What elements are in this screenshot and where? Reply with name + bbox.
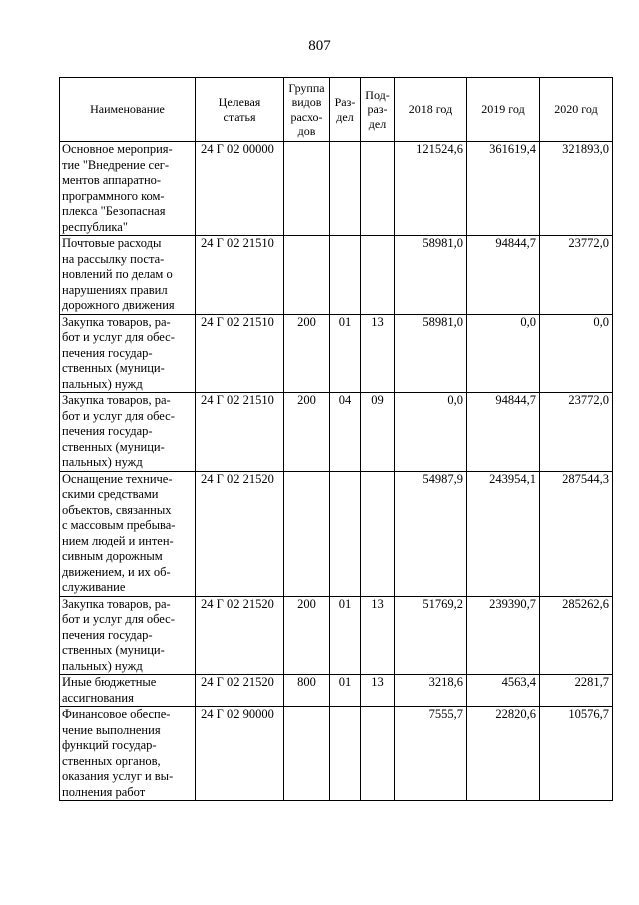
row-section: 04 (330, 393, 361, 472)
row-subsection: 09 (361, 393, 395, 472)
table-row (60, 707, 613, 801)
row-value-2018: 51769,2 (395, 596, 467, 675)
row-value-2020: 287544,3 (540, 471, 613, 596)
row-value-2019: 243954,1 (467, 471, 540, 596)
row-value-2018: 58981,0 (395, 236, 467, 315)
row-name: Финансовое обеспе- чение выполнения функций государ- ственных органов, оказания услуг и вы- полнения работ (60, 707, 196, 801)
header-name: Наименование (60, 78, 196, 142)
row-group: 200 (284, 393, 330, 472)
row-target-code: 24 Г 02 90000 (196, 707, 284, 801)
row-value-2020: 0,0 (540, 314, 613, 393)
table-row (60, 142, 613, 236)
row-group (284, 142, 330, 236)
row-section: 01 (330, 675, 361, 707)
row-name: Почтовые расходы на рассылку поста- новлений по делам о нарушениях правил дорожного движения (60, 236, 196, 315)
header-2018: 2018 год (395, 78, 467, 142)
row-value-2018: 7555,7 (395, 707, 467, 801)
row-subsection: 13 (361, 596, 395, 675)
header-target: Целевая статья (196, 78, 284, 142)
row-group (284, 236, 330, 315)
page-number: 807 (308, 38, 331, 54)
row-subsection (361, 471, 395, 596)
row-subsection (361, 707, 395, 801)
row-value-2018: 0,0 (395, 393, 467, 472)
row-name: Иные бюджетные ассигнования (60, 675, 196, 707)
header-subsection: Под- раз- дел (361, 78, 395, 142)
table-header-row (60, 78, 613, 142)
row-value-2020: 2281,7 (540, 675, 613, 707)
budget-table (59, 77, 613, 801)
row-value-2020: 23772,0 (540, 236, 613, 315)
row-target-code: 24 Г 02 00000 (196, 142, 284, 236)
header-section: Раз- дел (330, 78, 361, 142)
row-name: Закупка товаров, ра- бот и услуг для обес- печения государ- ственных (муници- пальных) нужд (60, 596, 196, 675)
table-row (60, 314, 613, 393)
row-section (330, 142, 361, 236)
header-group: Группа видов расхо- дов (284, 78, 330, 142)
row-section: 01 (330, 314, 361, 393)
row-value-2018: 58981,0 (395, 314, 467, 393)
row-subsection (361, 142, 395, 236)
table-body (60, 142, 613, 801)
row-subsection: 13 (361, 314, 395, 393)
row-target-code: 24 Г 02 21520 (196, 675, 284, 707)
row-target-code: 24 Г 02 21510 (196, 236, 284, 315)
row-section (330, 707, 361, 801)
row-value-2020: 321893,0 (540, 142, 613, 236)
row-value-2019: 239390,7 (467, 596, 540, 675)
row-value-2019: 94844,7 (467, 393, 540, 472)
row-target-code: 24 Г 02 21520 (196, 596, 284, 675)
header-2020: 2020 год (540, 78, 613, 142)
row-group: 200 (284, 314, 330, 393)
row-value-2019: 361619,4 (467, 142, 540, 236)
row-name: Оснащение техниче- скими средствами объектов, связанных с массовым пребыва- нием людей и интен- сивным дорожным движением, и их об- служивание (60, 471, 196, 596)
row-group: 200 (284, 596, 330, 675)
table-row (60, 471, 613, 596)
row-value-2019: 94844,7 (467, 236, 540, 315)
row-value-2018: 54987,9 (395, 471, 467, 596)
header-2019: 2019 год (467, 78, 540, 142)
row-name: Закупка товаров, ра- бот и услуг для обес- печения государ- ственных (муници- пальных) нужд (60, 393, 196, 472)
row-group: 800 (284, 675, 330, 707)
row-value-2018: 121524,6 (395, 142, 467, 236)
row-section (330, 236, 361, 315)
row-target-code: 24 Г 02 21520 (196, 471, 284, 596)
row-name: Закупка товаров, ра- бот и услуг для обес- печения государ- ственных (муници- пальных) нужд (60, 314, 196, 393)
table-row (60, 596, 613, 675)
table-row (60, 393, 613, 472)
row-value-2020: 23772,0 (540, 393, 613, 472)
row-group (284, 471, 330, 596)
row-value-2019: 0,0 (467, 314, 540, 393)
row-value-2020: 285262,6 (540, 596, 613, 675)
row-target-code: 24 Г 02 21510 (196, 393, 284, 472)
row-subsection: 13 (361, 675, 395, 707)
row-section (330, 471, 361, 596)
row-value-2020: 10576,7 (540, 707, 613, 801)
row-value-2019: 4563,4 (467, 675, 540, 707)
row-subsection (361, 236, 395, 315)
row-section: 01 (330, 596, 361, 675)
row-name: Основное мероприя- тие "Внедрение сег- ментов аппаратно- программного ком- плекса "Безопасная республика" (60, 142, 196, 236)
row-value-2018: 3218,6 (395, 675, 467, 707)
row-value-2019: 22820,6 (467, 707, 540, 801)
table-row (60, 236, 613, 315)
row-group (284, 707, 330, 801)
table-row (60, 675, 613, 707)
row-target-code: 24 Г 02 21510 (196, 314, 284, 393)
